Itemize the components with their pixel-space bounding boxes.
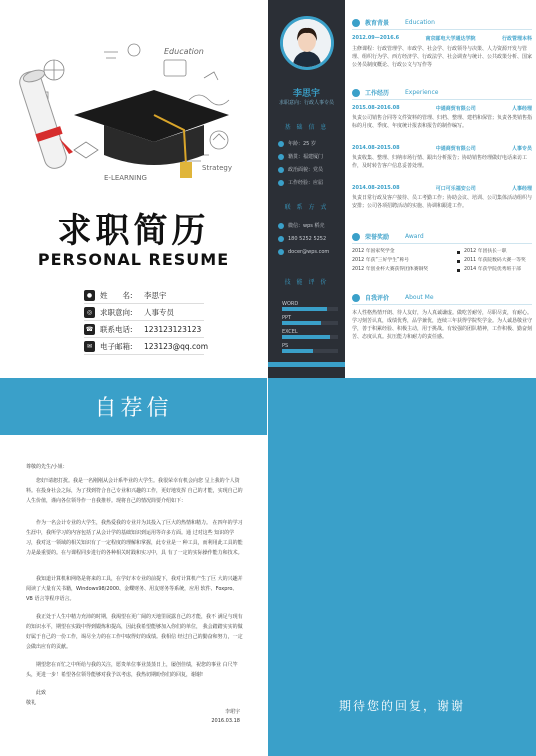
location-icon [278,154,284,160]
diploma-scroll-icon [17,68,73,171]
contact-text: docer@wps.com [288,248,330,255]
skill-item [282,315,338,325]
award-text: 2012 年创业杯大赛获得团体赛铜奖 [352,267,429,272]
target-icon: ◎ [84,307,95,318]
cover-title: 求职简历 [57,211,210,251]
bullet-icon [457,251,460,254]
award-text: 2011 年获院数码大赛一等奖 [464,258,526,263]
phone-icon [278,236,284,242]
age-icon [278,141,284,147]
basic-info-text: 年龄：25 岁 [288,141,316,147]
section-title-en: Education [405,19,435,26]
section-title-en: About Me [405,294,434,301]
about-desc: 本人性格热情开朗、待人友好，为人真诚谦虚。做吃苦耐劳，尽职尽责，有耐心。学习刻苦认真，成绩优秀，品学兼优，连续三年获得学院奖学金。为人诚恳敬业守学，善于积累经验、积极主动，用于挑战。有较强的团队精神，工作积极、勤奋刻苦、态度认真。抗压能力和耐力的责任感。 [352,310,533,340]
award-right [457,248,532,256]
letter-date: 2016.03.18 [211,718,240,724]
letter-paragraph: 我正处于人生中精力充沛的时期，我渴望在更广阔的天地里展露自己的才能，我不 满足与现有的知识水平，期望在实践中得到锻炼和提高，因此我希望能够加入你们的单位， 我会踏踏实实的做好属于自己的一份工作，竭尽全力的在工作中取得好的成绩。我相信 经过自己的勤奋和努力，一定会做出应有的贡献。 [26,614,243,650]
experience-role: 人事经理 [511,106,532,112]
cover-info-list [84,287,209,355]
candidate-name: 李思宇 [292,89,320,99]
basic-info-heading: 基 础 信 息 [284,124,329,131]
section-title: 荣誉奖励 [365,234,390,241]
mail-icon [278,249,284,255]
bullet-icon [457,269,460,272]
basic-info-item [278,137,342,150]
skill-bar [282,307,338,311]
experience-company: 中通商贸有限公司 [435,146,476,152]
skill-bar-fill [282,335,330,339]
letter-paragraph: 您好!请恕打扰。我是一名刚刚从会计系毕业的大学生。我很荣幸有机会向您 呈上我的个人资料。在投身社会之际，为了找到符合自己专业和兴趣的工作，更好地发挥 自己的才能，实现自己的人生价值，谨向各位领导作一自我推荐。现将自己的情况简要介绍如下： [26,478,243,504]
svg-text:Strategy: Strategy [202,164,232,172]
basic-info-text: 政治面貌：党员 [288,167,324,173]
work-icon [278,180,284,186]
cover-page [0,0,267,378]
avatar-frame [280,16,334,70]
section-title: 教育背景 [365,20,390,27]
self-eval-icon [352,294,360,302]
info-label: 联系电话: [100,324,133,334]
education-icon [352,19,360,27]
experience-role: 人事专员 [511,146,532,152]
experience-row [352,105,532,112]
about-heading [352,291,532,305]
basic-info-text: 籍贯：福建厦门 [288,154,324,160]
award-text: 2012 年国家奖学金 [352,249,395,254]
experience-period: 2015.08-2016.08 [352,105,400,111]
education-period: 2012.09—2016.6 [352,35,400,41]
award-icon [352,233,360,241]
cover-info-row [84,338,209,355]
politics-icon [278,167,284,173]
section-title: 工作经历 [365,90,390,97]
award-right [457,266,532,274]
info-label: 姓 名: [100,290,133,300]
contact-item [278,245,342,258]
experience-row [352,185,532,192]
info-label: 求职意向: [100,307,133,317]
svg-text:Education: Education [164,47,204,56]
contact-heading: 联 系 方 式 [284,204,329,211]
resume-page [268,0,536,378]
phone-icon: ☎ [85,325,94,333]
experience-role: 人事经理 [511,186,532,192]
svg-text:E-LEARNING: E-LEARNING [104,174,147,182]
info-value: 123123@qq.com [144,341,209,351]
skill-bar [282,321,338,325]
basic-info-item [278,176,342,189]
briefcase-icon [352,89,360,97]
education-heading [352,16,532,30]
letter-signer: 李珺宇 [224,709,240,715]
skills-heading: 技 能 评 价 [284,279,329,286]
award-text: 2012 年获“三好学生”称号 [352,258,410,263]
skill-label: WORD [282,301,299,307]
education-row [352,35,532,42]
info-value: 人事专员 [144,307,174,317]
award-right [457,257,532,265]
skill-bar-fill [282,321,321,325]
contact-text: 微信：wps 稻壳 [288,223,325,229]
skill-label: PPT [282,315,292,321]
basic-info-list [278,137,342,189]
bullet-icon [457,260,460,263]
cover-subtitle: PERSONAL RESUME [37,250,230,269]
award-row [352,266,532,274]
user-icon: ● [84,290,95,301]
experience-period: 2014.08-2015.08 [352,145,400,151]
mail-icon: ✉ [84,341,95,352]
contact-item [278,219,342,232]
experience-desc: 负责收集、整理、归纳市场行情、跟出分析报告；协助销售经理做好电话来访工作，及时转告客户信息妥善处理。 [352,155,528,169]
letter-greeting: 尊敬的先生/小姐： [26,464,68,470]
job-intent: 求职意向：行政人事专员 [278,100,334,106]
sidebar-accent-strip [268,362,345,367]
skills-list [282,301,338,357]
info-value: 123123123123 [144,324,202,334]
basic-info-item [278,163,342,176]
skill-item [282,329,338,339]
award-row [352,248,532,256]
skill-item [282,343,338,353]
award-text: 2012 年团扶长一职 [464,249,507,254]
resume-sidebar [268,0,345,378]
cover-info-row [84,287,204,304]
info-label: 电子邮箱: [100,341,133,351]
avatar [283,19,331,67]
cover-info-row [84,321,204,338]
skill-bar-fill [282,307,327,311]
skill-item [282,301,338,311]
experience-company: 中通商贸有限公司 [435,106,476,112]
experience-company: 可口可乐福安公司 [435,186,476,192]
education-desc: 主修课程：行政管理学、市政学、社会学、行政领导与决策、人力资源开发与管理、组织行为学、西方经济学、行政法学、社会调查与统计、公共政策分析、国家公务员制度概论、行政公文与写作等 [352,46,533,68]
wechat-icon [278,223,284,229]
letter-paragraph: 期望您在百忙之中所给与我的关注，愿贵单位事业蒸蒸日上，屡创佳绩，祝您的事业 白尺竿头，更进一步！希望各位领导能够对我予以考虑，我热切期盼你们的回复，谢谢! [26,662,238,678]
skill-label: EXCEL [282,329,298,335]
graduation-illustration [14,30,254,190]
award-row [352,257,532,265]
experience-desc: 负责公司销售合同等文件资料的管理、归档、整理、建档和保管；负责各类销售指标的月度、季度、年度统计报表和报告的制作编写。 [352,115,533,129]
skill-label: PS [282,343,289,349]
avatar-portrait-icon [283,19,331,67]
letter-closing: 此致 [36,690,47,696]
section-title-en: Award [405,233,424,240]
contact-text: 180 5252 5252 [288,235,327,242]
basic-info-item [278,150,342,163]
skill-bar [282,349,338,353]
section-title: 自我评价 [365,295,390,302]
letter-paragraph: 我知道计算机和网络是将来的工具，在学好本专业的前提下，我对计算机产生了巨 大的兴趣并阅读了大量有关书籍，Windows98/2000、金蝶财务、用友财务等系统，应用 软件、Foxpro、VB 语言等程序语言。 [26,576,243,602]
experience-desc: 负责日常行政及客户接待、员工考勤工作；协助会议、培训、公司集体活动组织与安排；公司各项招聘活动的实施、协调和跟进工作。 [352,195,533,209]
skill-bar-fill [282,349,313,353]
page-divider [267,0,268,756]
cover-letter-page [0,378,267,756]
experience-row [352,145,532,152]
contact-item [278,232,342,245]
education-major: 行政管理本科 [501,36,532,42]
thanks-text: 期待您的回复，谢谢 [338,699,465,713]
award-text: 2014 年获学院优秀班干部 [464,267,521,272]
back-page [268,378,536,756]
letter-title: 自荐信 [94,396,173,421]
skill-bar [282,335,338,339]
basic-info-text: 工作经验：应届 [288,180,324,186]
contact-list [278,219,342,258]
cover-info-row [84,304,204,321]
info-value: 李思宇 [144,290,167,300]
education-school: 南京邮电大学通达学院 [425,36,476,42]
awards-heading [352,230,532,244]
experience-period: 2014.08-2015.08 [352,185,400,191]
experience-heading [352,86,532,100]
letter-closing: 敬礼 [26,700,37,706]
letter-paragraph: 作为一名会计专业的大学生，我热爱我的专业并为其投入了巨大的热情和精力。 在四年的学习生涯中，我所学习的内容包括了从会计学的基础知识到运用等许多方面。通 过对这些 知识的学习，我对这一领域的相关知识有了一定程度的理解和掌握，此专业是一 种工具，而利用此工具的能力是最重要的。在与课程同步进行的各种相关时践和实习中，具 有了一定的实际操作能力和技术。 [26,520,243,556]
section-title-en: Experience [405,89,439,96]
